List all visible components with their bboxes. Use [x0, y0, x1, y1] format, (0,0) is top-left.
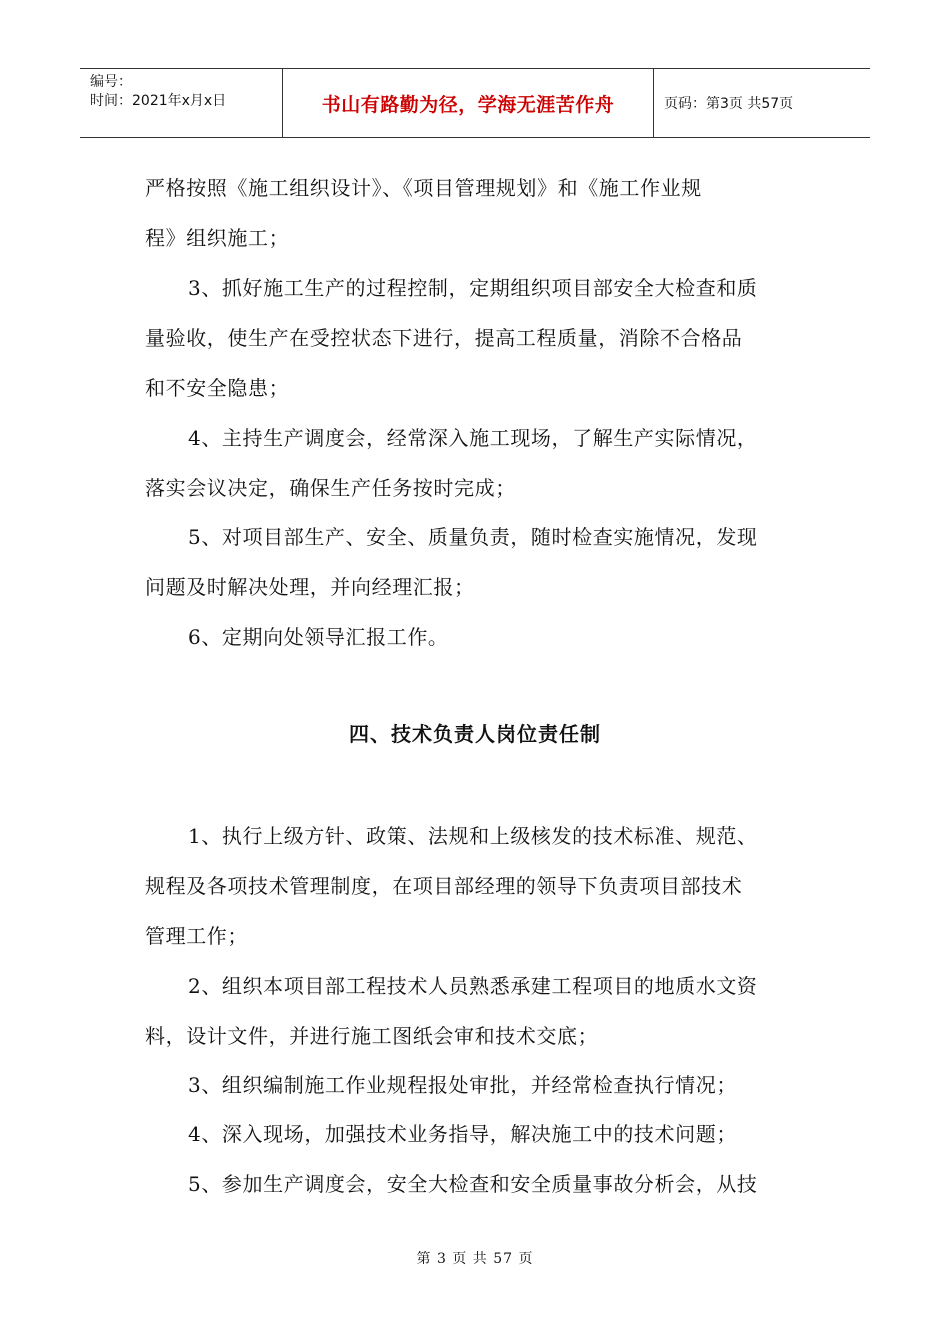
section-title: 四、技术负责人岗位责任制: [349, 722, 601, 746]
header-page-cell: [654, 69, 870, 137]
body-line: 4、深入现场，加强技术业务指导，解决施工中的技术问题；: [188, 1122, 737, 1146]
body-line: 程》组织施工；: [145, 226, 290, 250]
header-page-number: 页码：第3页 共57页: [664, 96, 794, 112]
body-line: 5、参加生产调度会，安全大检查和安全质量事故分析会，从技: [188, 1172, 758, 1196]
body-line: 问题及时解决处理，并向经理汇报；: [145, 575, 475, 599]
body-line: 和不安全隐患；: [145, 376, 290, 400]
body-line: 3、抓好施工生产的过程控制，定期组织项目部安全大检查和质: [188, 276, 758, 300]
header-motto: 书山有路勤为径，学海无涯苦作舟: [321, 93, 615, 116]
body-line: 管理工作；: [145, 924, 248, 948]
body-line: 落实会议决定，确保生产任务按时完成；: [145, 476, 516, 500]
body-line: 1、执行上级方针、政策、法规和上级核发的技术标准、规范、: [188, 824, 758, 848]
body-line: 2、组织本项目部工程技术人员熟悉承建工程项目的地质水文资: [188, 974, 758, 998]
body-line: 料，设计文件，并进行施工图纸会审和技术交底；: [145, 1024, 599, 1048]
header-motto-cell: [283, 69, 654, 137]
body-line: 3、组织编制施工作业规程报处审批，并经常检查执行情况；: [188, 1073, 737, 1097]
body-line: 4、主持生产调度会，经常深入施工现场，了解生产实际情况，: [188, 426, 758, 450]
body-line: 量验收，使生产在受控状态下进行，提高工程质量，消除不合格品: [145, 326, 743, 350]
header-meta-cell: [80, 69, 283, 137]
document-date: 时间：2021年x月x日: [90, 93, 227, 109]
document-header: [80, 68, 870, 138]
body-line: 5、对项目部生产、安全、质量负责，随时检查实施情况，发现: [188, 525, 758, 549]
document-code-label: 编号：: [90, 74, 132, 90]
body-line: 6、定期向处领导汇报工作。: [188, 625, 449, 649]
body-line: 规程及各项技术管理制度，在项目部经理的领导下负责项目部技术: [145, 874, 743, 898]
page-footer: 第 3 页 共 57 页: [416, 1251, 534, 1267]
body-line: 严格按照《施工组织设计》、《项目管理规划》和《施工作业规: [145, 176, 702, 200]
